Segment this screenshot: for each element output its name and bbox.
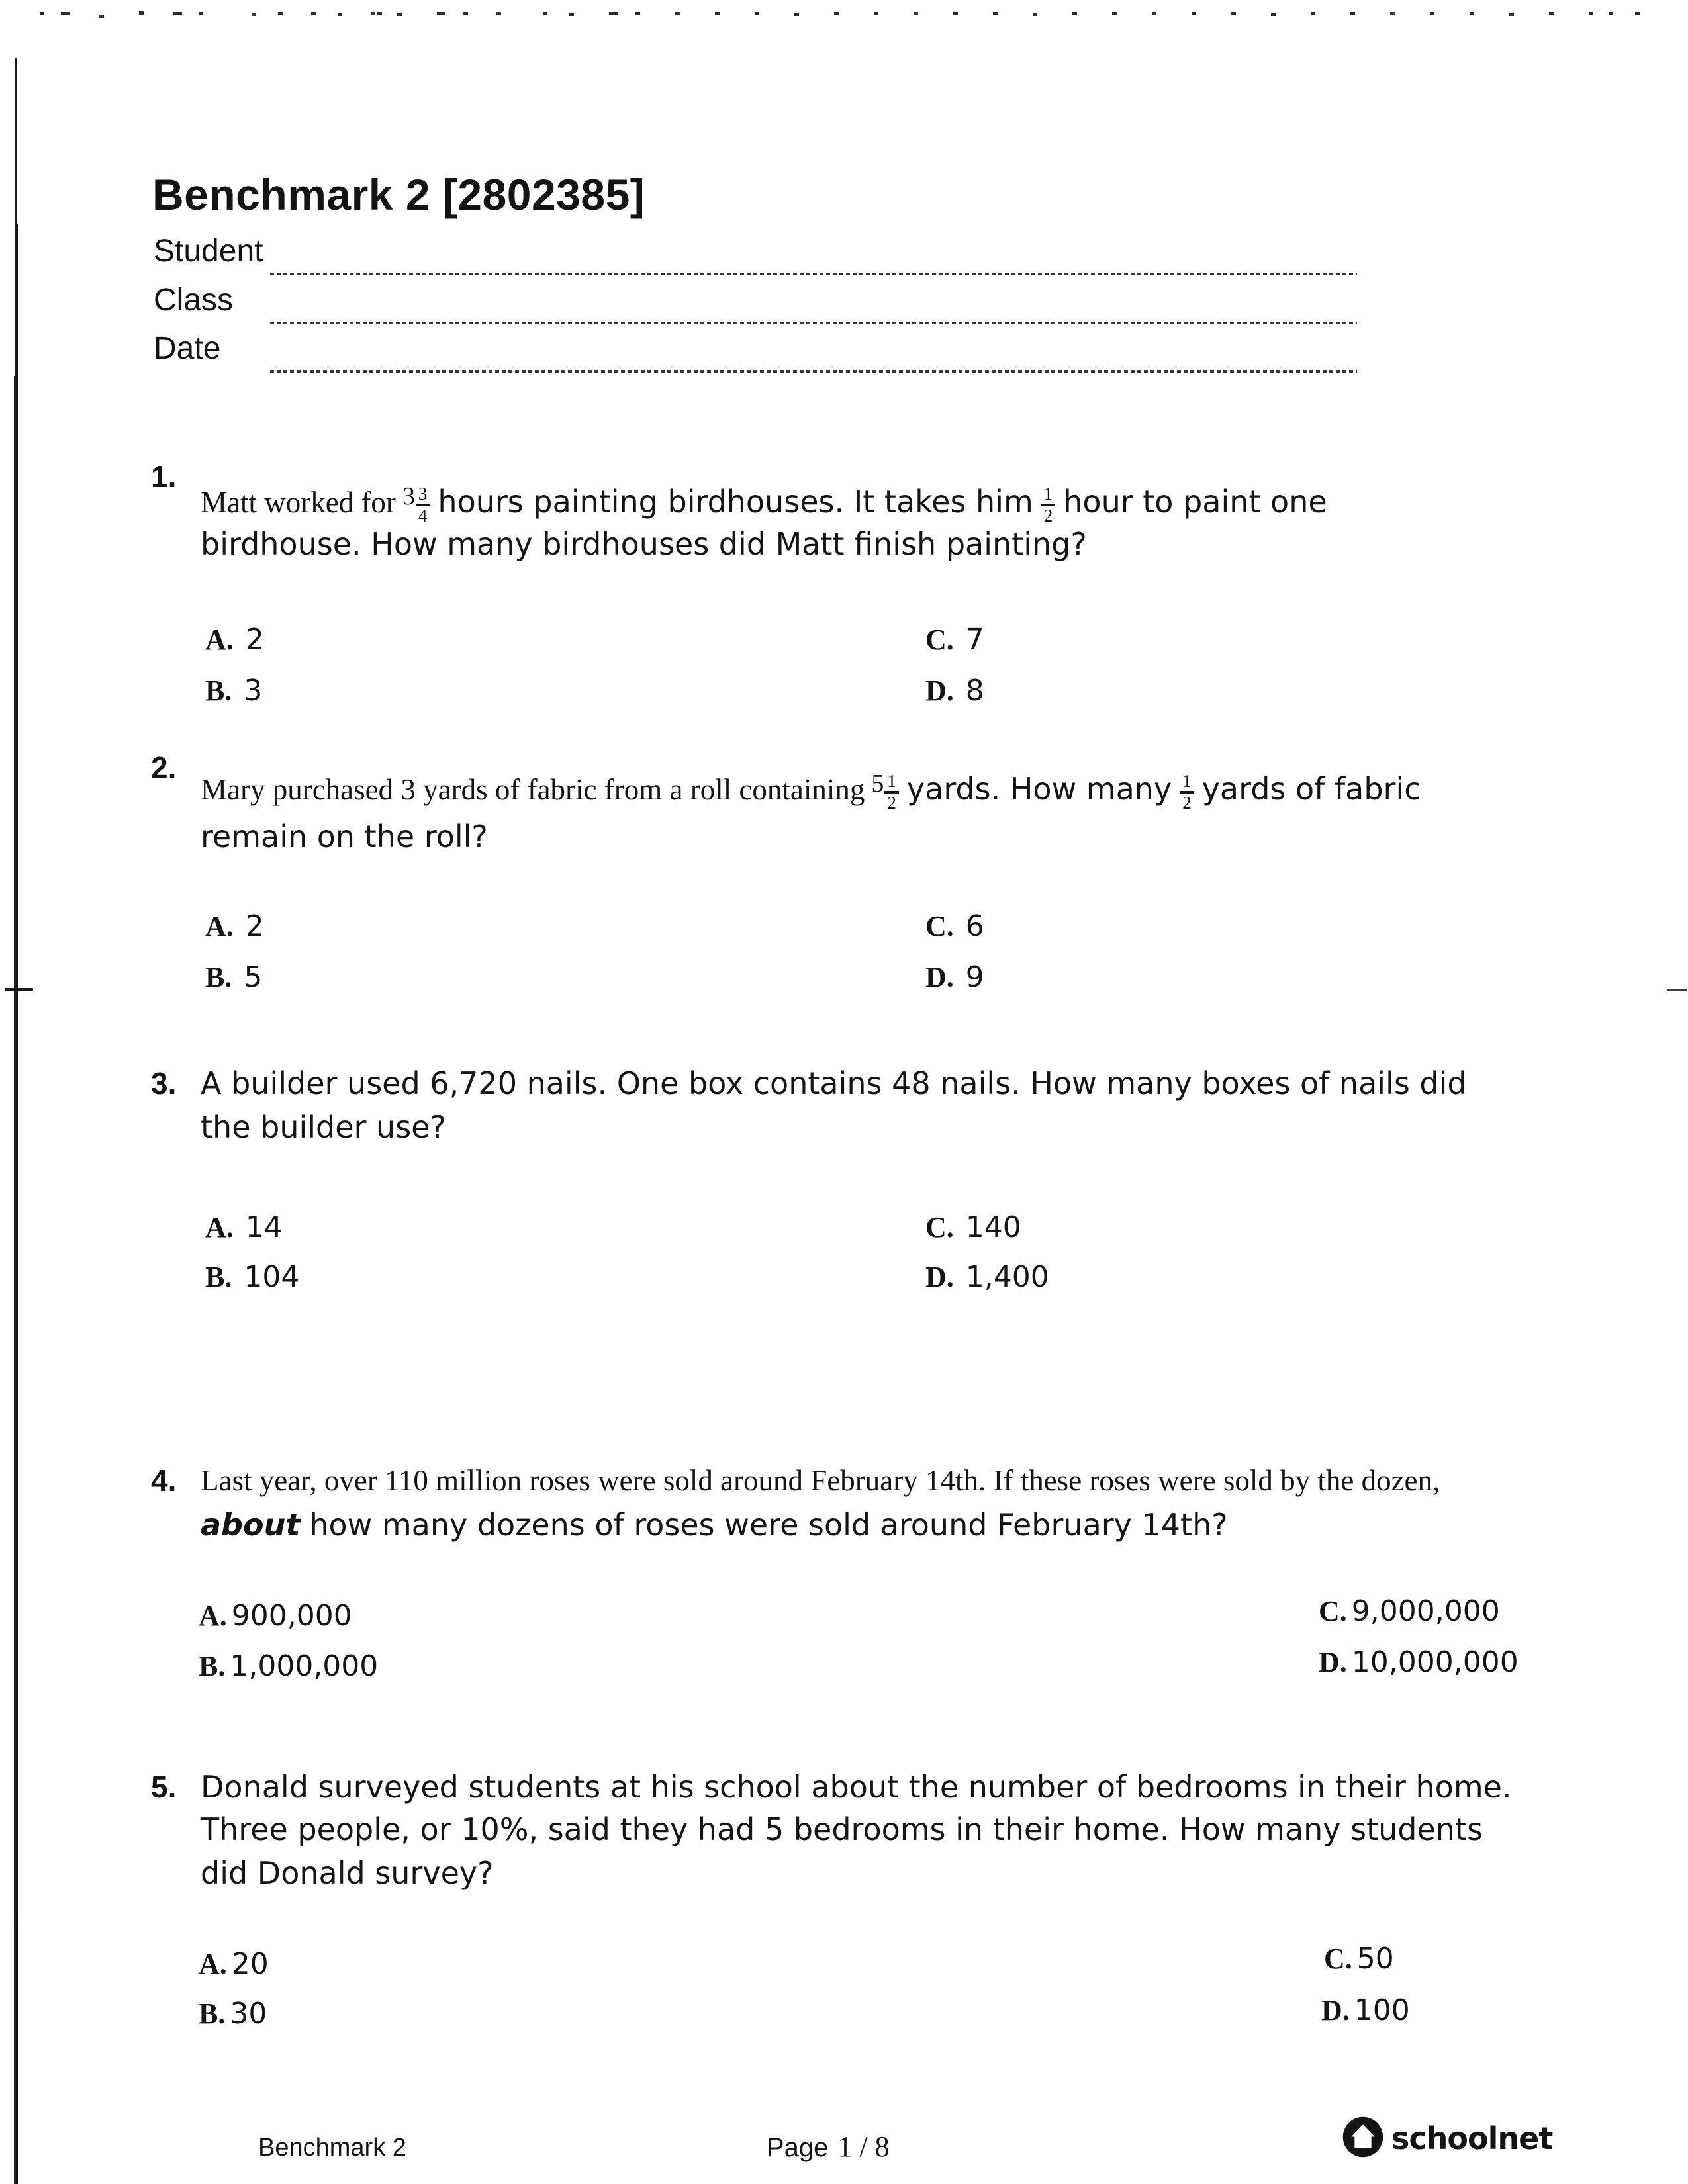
question-4-line-2 [201,1504,1228,1546]
option-letter: C. [925,623,954,656]
footer-test-name: Benchmark 2 [258,2134,406,2161]
page-label: Page [767,2133,829,2162]
fraction-1-2: $\frac{1}{2}$ [1041,485,1056,525]
option-letter: B. [199,1650,226,1682]
option-letter: B. [205,961,232,993]
schoolnet-house-icon [1341,2115,1385,2159]
fraction-3-4: $\frac{3}{4}$ [416,485,430,525]
schoolnet-logo [1341,2115,1552,2159]
question-2-line-1 [201,768,1421,813]
q1-option-b [205,670,262,712]
option-letter: A. [205,910,234,942]
footer-page-indicator [767,2130,890,2163]
option-letter: A. [199,1948,227,1980]
question-4-emphasis: about [201,1507,301,1543]
date-label: Date [154,331,221,366]
q5-option-c [1324,1938,1394,1980]
fraction-1-2: $\frac{1}{2}$ [1180,772,1194,812]
q2-option-b [205,956,262,999]
class-label: Class [154,283,234,318]
option-letter: D. [925,961,954,993]
q4-option-a [199,1595,352,1637]
question-5-line-1: Donald surveyed students at his school about the number of bedrooms in their home. [201,1769,1512,1805]
q2-option-c [925,905,984,948]
question-2-text-mid: yards. How many [906,771,1172,807]
q4-option-d [1319,1641,1519,1684]
question-1-number: 1. [151,459,177,494]
question-4-number: 4. [151,1463,177,1498]
option-value: 9 [965,960,984,994]
option-value: 7 [965,623,984,657]
option-value: 50 [1356,1942,1394,1976]
student-blank-line [270,273,1357,275]
question-5-number: 5. [151,1770,177,1804]
q3-option-d [925,1256,1049,1298]
question-1-text-end: hour to paint one [1063,484,1327,520]
option-value: 1,000,000 [230,1649,379,1683]
option-letter: A. [205,1211,234,1244]
question-1-text-serif: Matt worked for [201,486,396,519]
option-value: 1,400 [965,1260,1049,1294]
q1-option-c [925,619,984,661]
question-5-line-2: Three people, or 10%, said they had 5 bedrooms in their home. How many students [201,1811,1483,1847]
question-2-text-end: yards of fabric [1201,771,1421,807]
question-4-text: how many dozens of roses were sold around February 14th? [309,1507,1228,1543]
scan-artifact-right-dash [1667,989,1687,991]
q3-option-b [205,1256,299,1298]
option-letter: D. [1319,1646,1347,1678]
student-label: Student [154,234,263,269]
option-letter: B. [205,1261,232,1293]
q2-option-d [925,956,984,999]
q5-option-b [199,1993,267,2035]
option-letter: C. [1319,1595,1347,1627]
option-letter: A. [199,1600,227,1632]
q3-option-a [205,1206,283,1249]
option-value: 8 [965,674,984,707]
option-letter: D. [925,1261,954,1293]
q4-option-c [1319,1590,1500,1633]
option-value: 2 [245,909,264,943]
option-value: 100 [1354,1993,1410,2027]
question-5-line-3: did Donald survey? [201,1855,494,1891]
q2-option-a [205,905,264,948]
option-value: 104 [244,1260,300,1294]
mixed-fraction-5-1-2: 5 $\frac{1}{2}$ [871,771,907,807]
option-letter: C. [925,1211,954,1244]
question-3-line-1: A builder used 6,720 nails. One box contains 48 nails. How many boxes of nails did [201,1066,1467,1101]
option-value: 9,000,000 [1351,1594,1500,1628]
question-2-number: 2. [151,751,177,785]
page-number: 1 / 8 [837,2130,890,2163]
option-letter: C. [1324,1942,1352,1975]
option-letter: A. [205,623,234,656]
page-title: Benchmark 2 [2802385] [152,170,645,219]
question-3-number: 3. [151,1066,177,1101]
q1-option-d [925,670,984,712]
q5-option-d [1321,1989,1410,2032]
option-letter: D. [925,674,954,707]
q5-option-a [199,1943,269,1985]
question-3-line-2: the builder use? [201,1109,446,1145]
mixed-fraction-3-3-4: 3 $\frac{3}{4}$ [402,484,438,520]
question-2-text-serif: Mary purchased 3 yards of fabric from a roll containing [201,773,865,806]
option-letter: D. [1321,1994,1350,2026]
schoolnet-wordmark: schoolnet [1391,2120,1553,2156]
class-blank-line [270,322,1357,324]
option-value: 5 [244,960,263,994]
scan-artifact-top-specks [0,11,5,14]
scan-artifact-left-tick [5,988,33,991]
date-blank-line [270,370,1357,373]
option-value: 2 [245,623,264,657]
option-value: 30 [230,1997,267,2030]
question-1-line-1 [201,480,1327,525]
option-value: 900,000 [231,1599,352,1633]
option-value: 10,000,000 [1351,1645,1519,1679]
question-1-line-2: birdhouse. How many birdhouses did Matt finish painting? [201,526,1087,562]
question-4-line-1: Last year, over 110 million roses were sold around February 14th. If these roses were sold by the dozen, [201,1464,1440,1497]
option-value: 20 [231,1947,269,1981]
fraction-1-2: $\frac{1}{2}$ [884,772,899,812]
option-letter: C. [925,910,954,942]
option-letter: B. [199,1997,226,2030]
q1-option-a [205,619,264,661]
option-letter: B. [205,674,232,707]
question-2-line-2: remain on the roll? [201,819,488,854]
option-value: 140 [965,1210,1021,1244]
option-value: 6 [965,909,984,943]
q4-option-b [199,1645,378,1688]
q3-option-c [925,1206,1021,1249]
option-value: 14 [245,1210,283,1244]
option-value: 3 [244,674,263,707]
question-1-text-mid: hours painting birdhouses. It takes him [438,484,1033,520]
